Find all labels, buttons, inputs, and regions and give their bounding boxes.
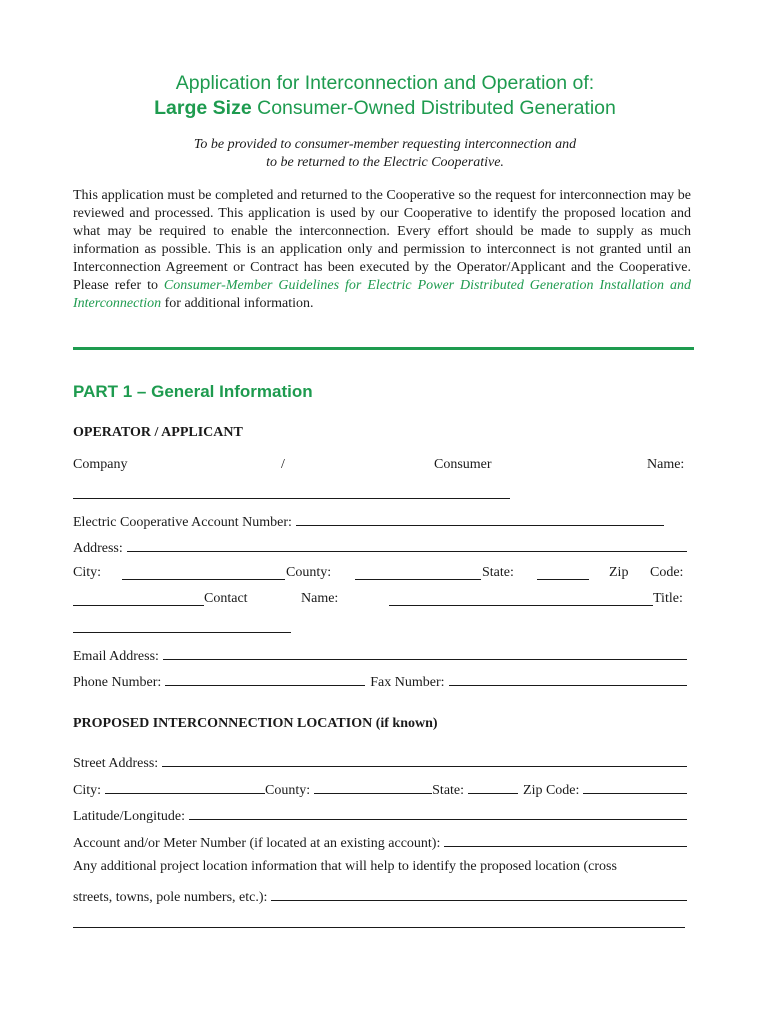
zip-input[interactable] bbox=[73, 591, 204, 606]
contact-label: Contact bbox=[204, 591, 248, 606]
email-label: Email Address: bbox=[73, 649, 159, 664]
location-city-row bbox=[73, 779, 687, 799]
company-slash: / bbox=[281, 457, 285, 472]
street-input[interactable] bbox=[162, 752, 687, 767]
address-row bbox=[73, 537, 687, 557]
account-meter-row bbox=[73, 832, 687, 852]
company-name-input[interactable] bbox=[73, 484, 510, 499]
operator-section-heading: OPERATOR / APPLICANT bbox=[73, 425, 243, 440]
account-number-row bbox=[73, 511, 687, 531]
location-city-label: City: bbox=[73, 783, 102, 798]
street-label: Street Address: bbox=[73, 756, 159, 771]
latlong-input[interactable] bbox=[189, 805, 687, 820]
account-meter-label: Account and/or Meter Number (if located at an existing account): bbox=[73, 836, 441, 851]
county-input[interactable] bbox=[355, 565, 481, 580]
form-title-rest: Consumer-Owned Distributed Generation bbox=[251, 97, 616, 119]
subtitle-line1: To be provided to consumer-member requesting interconnection and bbox=[193, 137, 577, 152]
account-meter-input[interactable] bbox=[444, 832, 687, 847]
location-county-input[interactable] bbox=[314, 779, 432, 794]
intro-text: This application must be completed and returned to the Cooperative so the request for interconnection may be reviewed and processed. This application is used by our Cooperative to identify the proposed location and what may be required to enable the interconnection. Every effort should be made to supply as much information as possible. This is an application only and permission to interconnect is not granted until an Interconnection Agreement or Contract has been executed by the Operator/Applicant and the Cooperative. Please refer to bbox=[73, 188, 691, 293]
street-row bbox=[73, 752, 687, 772]
form-title-bold: Large Size bbox=[154, 97, 252, 119]
guidelines-link[interactable]: Consumer-Member Guidelines for Electric Power Distributed Generation Installation and Interconnection bbox=[73, 278, 691, 311]
location-state-input[interactable] bbox=[468, 779, 518, 794]
title-input[interactable] bbox=[73, 618, 291, 633]
consumer-label: Consumer bbox=[434, 457, 492, 472]
location-city-input[interactable] bbox=[105, 779, 265, 794]
title-label: Title: bbox=[653, 591, 683, 606]
additional-info-label-line2: streets, towns, pole numbers, etc.): bbox=[73, 890, 268, 905]
name-label: Name: bbox=[647, 457, 685, 472]
additional-info-label-line1: Any additional project location information that will help to identify the proposed location (cross bbox=[73, 859, 617, 874]
additional-info-input[interactable] bbox=[271, 886, 687, 901]
fax-label: Fax Number: bbox=[370, 675, 445, 690]
latlong-row bbox=[73, 805, 687, 825]
location-zip-label: Zip Code: bbox=[523, 783, 580, 798]
intro-text-end: for additional information. bbox=[161, 296, 314, 311]
email-row bbox=[73, 645, 687, 665]
contact-name-label: Name: bbox=[301, 591, 339, 606]
account-number-label: Electric Cooperative Account Number: bbox=[73, 515, 292, 530]
zip-label: Zip bbox=[609, 565, 629, 580]
city-input[interactable] bbox=[122, 565, 285, 580]
city-label: City: bbox=[73, 565, 102, 580]
part1-heading: PART 1 – General Information bbox=[73, 382, 313, 401]
phone-input[interactable] bbox=[165, 671, 365, 686]
additional-info-input-line2[interactable] bbox=[73, 913, 685, 928]
email-input[interactable] bbox=[163, 645, 687, 660]
county-label: County: bbox=[286, 565, 332, 580]
latlong-label: Latitude/Longitude: bbox=[73, 809, 185, 824]
subtitle-line2: to be returned to the Electric Cooperative. bbox=[266, 155, 504, 170]
zip-code-label: Code: bbox=[650, 565, 684, 580]
contact-name-input[interactable] bbox=[389, 591, 653, 606]
form-title-line2 bbox=[0, 96, 770, 120]
additional-info-row bbox=[73, 886, 687, 906]
state-label: State: bbox=[482, 565, 514, 580]
location-state-label: State: bbox=[432, 783, 465, 798]
section-divider bbox=[73, 347, 694, 350]
company-label: Company bbox=[73, 457, 128, 472]
fax-input[interactable] bbox=[449, 671, 687, 686]
address-input[interactable] bbox=[127, 537, 687, 552]
phone-label: Phone Number: bbox=[73, 675, 162, 690]
location-zip-input[interactable] bbox=[583, 779, 687, 794]
account-number-input[interactable] bbox=[296, 511, 664, 526]
state-input[interactable] bbox=[537, 565, 589, 580]
phone-fax-row bbox=[73, 671, 687, 691]
location-county-label: County: bbox=[265, 783, 311, 798]
location-section-heading: PROPOSED INTERCONNECTION LOCATION (if known) bbox=[73, 716, 438, 731]
form-title-line1: Application for Interconnection and Operation of: bbox=[175, 72, 595, 94]
address-label: Address: bbox=[73, 541, 123, 556]
intro-paragraph bbox=[73, 187, 691, 313]
